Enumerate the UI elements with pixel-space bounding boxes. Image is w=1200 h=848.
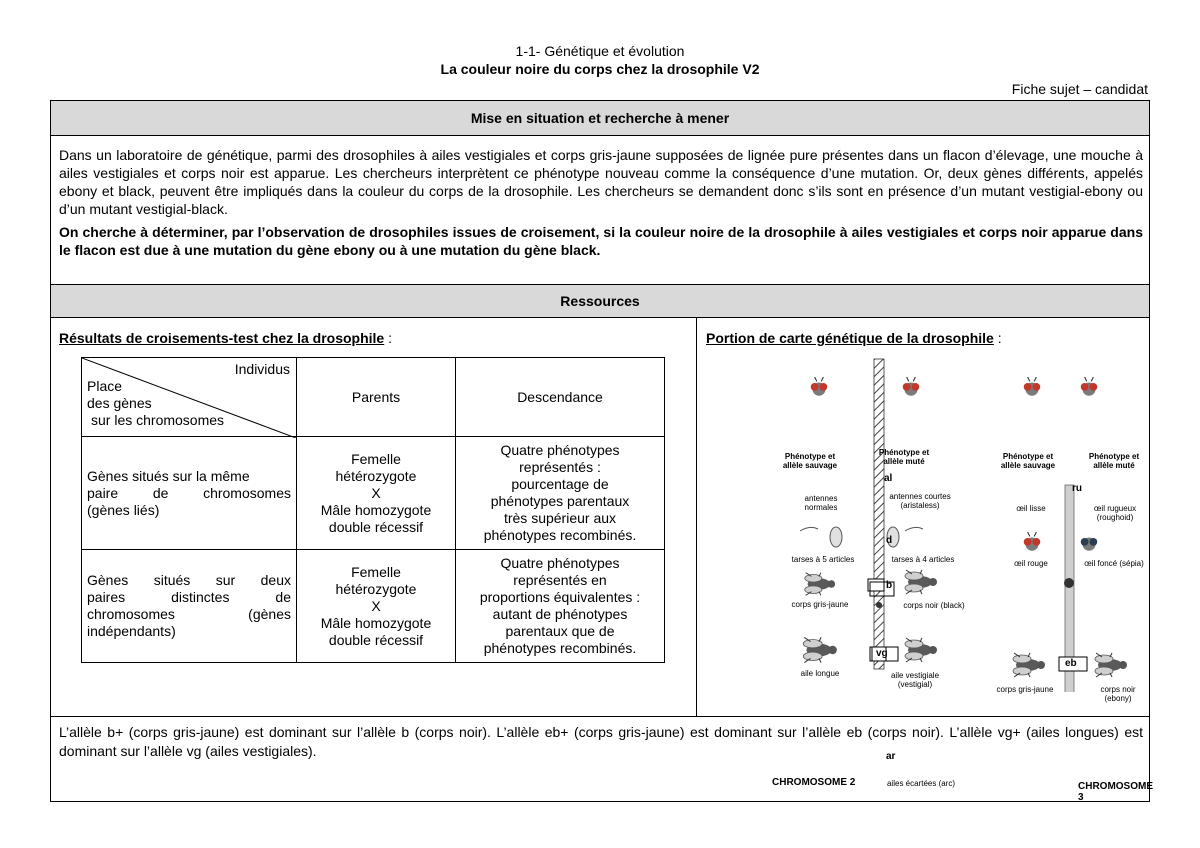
chromosome-3-label: CHROMOSOME 3 [1078, 781, 1153, 803]
fly-head-icon [1024, 377, 1041, 396]
genetic-map-colon: : [993, 330, 1002, 346]
genes-cell [82, 550, 297, 663]
fly-head-icon [903, 377, 920, 396]
table-row-independent [82, 550, 665, 663]
parents-cell [297, 550, 456, 663]
parents-line: X [371, 484, 381, 501]
locus-vg: vg [876, 648, 888, 659]
parents-line: Femelle [351, 563, 401, 580]
chromosome-2-label: CHROMOSOME 2 [772, 777, 856, 788]
header-place-genes [87, 378, 224, 429]
sheet-type: Fiche sujet – candidat [1011, 81, 1148, 97]
parents-cell [297, 437, 456, 550]
descendance-line: phénotypes parentaux [490, 493, 630, 509]
header-place-line: Place [87, 378, 123, 394]
cross-results-table [81, 357, 665, 663]
descendance-line: parentaux que de [505, 623, 615, 639]
diagonal-header-cell [82, 358, 297, 437]
genes-line: paire de chromosomes [87, 484, 291, 501]
genes-line: indépendants) [87, 623, 176, 639]
descendance-cell [456, 437, 665, 550]
table-header-row [82, 358, 665, 437]
subject-reference: 1-1- Génétique et évolution [515, 43, 685, 59]
descendance-line: représentés en [513, 572, 607, 588]
parents-line: hétérozygote [335, 580, 417, 597]
descendance-line: phénotypes recombinés. [483, 527, 637, 543]
genes-cell [82, 437, 297, 550]
subject-title: La couleur noire du corps chez la drosophile V2 [440, 61, 760, 77]
fly-head-dark-icon [1081, 538, 1098, 551]
parents-line: Mâle homozygote [320, 501, 432, 518]
resources-band: Ressources [51, 284, 1149, 318]
descendance-line: phénotypes recombinés. [483, 640, 637, 656]
fly-icon [1095, 653, 1127, 677]
header-place-line: sur les chromosomes [91, 412, 225, 428]
mutant-phenotype-label: corps noir (black) [903, 601, 965, 610]
wild-phenotype-label: corps gris-jaune [996, 685, 1054, 694]
map-header-wild: Phénotype et allèle sauvage [1000, 452, 1056, 470]
leg-icon [800, 527, 818, 531]
wild-phenotype-label: aile longue [800, 669, 840, 678]
fly-icon [803, 637, 837, 662]
chromosome-2-centromere [876, 602, 882, 608]
wild-phenotype-label: œil lisse [1016, 504, 1046, 513]
genetic-map-title-text: Portion de carte génétique de la drosophile [706, 330, 994, 346]
mutant-phenotype-label: œil rugueux (roughoid) [1093, 504, 1137, 522]
locus-d: d [886, 535, 893, 546]
mutant-phenotype-label: œil foncé (sépia) [1084, 559, 1144, 568]
fly-head-icon [811, 377, 828, 396]
locus-ru: ru [1072, 483, 1082, 494]
chromosome-2-bar [874, 359, 884, 669]
locus-al: al [884, 473, 893, 484]
genes-line: chromosomes (gènes [87, 606, 291, 622]
column-divider [696, 318, 697, 717]
map-header-wild: Phénotype et allèle sauvage [782, 452, 838, 470]
research-question: On cherche à déterminer, par l’observation de drosophiles issues de croisement, si la couleur noire de la drosophile à ailes vestigiales et corps noir apparue dans le flacon est due à une mutation du gène ebony ou à une mutation du gène black. [59, 224, 1143, 258]
mutant-phenotype-label: aile vestigiale (vestigial) [890, 671, 940, 689]
header-individus: Individus [234, 361, 290, 377]
descendance-line: pourcentage de [511, 476, 609, 492]
situation-section [59, 146, 1143, 264]
chromosome-3-centromere [1064, 578, 1074, 588]
parents-line: X [371, 597, 381, 614]
parents-line: double récessif [328, 518, 424, 535]
genes-line: (gènes liés) [87, 501, 160, 518]
descendance-line: Quatre phénotypes [500, 555, 620, 571]
header-descendance: Descendance [456, 358, 665, 437]
header-place-line: des gènes [87, 395, 152, 411]
descendance-line: très supérieur aux [503, 510, 617, 526]
descendance-cell [456, 550, 665, 663]
wild-phenotype-label: œil rouge [1014, 559, 1048, 568]
fly-icon [905, 638, 937, 662]
parents-line: double récessif [328, 631, 424, 648]
mutant-phenotype-label: ailes écartées (arc) [886, 779, 956, 788]
fly-head-icon [1024, 532, 1041, 551]
table-row-linked [82, 437, 665, 550]
descendance-line: proportions équivalentes : [479, 589, 641, 605]
descendance-line: Quatre phénotypes [500, 442, 620, 458]
mutant-phenotype-label: corps noir (ebony) [1100, 685, 1136, 703]
cross-results-title [59, 330, 392, 346]
fly-icon [805, 573, 835, 596]
descendance-line: autant de phénotypes [492, 606, 628, 622]
descendance-line: représentés : [519, 459, 601, 475]
footer-divider [51, 716, 1149, 717]
parents-line: hétérozygote [335, 467, 417, 484]
situation-band: Mise en situation et recherche à mener [51, 101, 1149, 136]
locus-eb: eb [1065, 658, 1077, 669]
fly-icon [1013, 653, 1045, 677]
cross-results-title-text: Résultats de croisements-test chez la drosophile [59, 330, 385, 346]
map-header-mut: Phénotype et allèle muté [878, 448, 930, 466]
mutant-phenotype-label: tarses à 4 articles [891, 555, 955, 564]
genes-line: paires distinctes de [87, 589, 291, 605]
worksheet-frame [50, 100, 1153, 803]
wild-phenotype-label: corps gris-jaune [791, 600, 849, 609]
wild-phenotype-label: tarses à 5 articles [791, 555, 855, 564]
genes-line: Gènes situés sur deux [87, 572, 291, 588]
leg-icon [905, 527, 923, 531]
leg-icon [830, 527, 842, 547]
header-parents: Parents [297, 358, 456, 437]
genes-line: Gènes situés sur la même [87, 467, 250, 484]
wild-phenotype-label: antennes normales [804, 494, 838, 512]
genetic-map-title [706, 330, 1002, 346]
genetic-map [708, 347, 1153, 803]
locus-ar: ar [886, 751, 896, 762]
map-header-mut: Phénotype et allèle muté [1088, 452, 1140, 470]
locus-b: b [886, 580, 893, 591]
fly-icon [905, 570, 937, 594]
fly-head-icon [1081, 377, 1098, 396]
mutant-phenotype-label: antennes courtes (aristaless) [889, 492, 951, 510]
dominance-note: L’allèle b+ (corps gris-jaune) est dominant sur l’allèle b (corps noir). L’allèle eb+ (corps gris-jaune) est dominant sur l’allèle eb (corps noir). L’allèle vg+ (ailes longues) est dominant sur l’allèle vg (ailes vestigiales). [59, 724, 1143, 759]
parents-line: Femelle [351, 450, 401, 467]
situation-paragraph: Dans un laboratoire de génétique, parmi des drosophiles à ailes vestigiales et corps gris-jaune supposées de lignée pure présentes dans un flacon d’élevage, une mouche à ailes vestigiales et corps noir est apparue. Les chercheurs interprètent ce phénotype nouveau comme la conséquence d’une mutation. Or, deux gènes différents, appelés ebony et black, peuvent être impliqués dans la couleur du corps de la drosophile. Les chercheurs se demandent donc s’ils sont en présence d’un mutant vestigial-ebony ou d’un mutant vestigial-black. [59, 147, 1143, 217]
cross-results-colon: : [384, 330, 392, 346]
parents-line: Mâle homozygote [320, 614, 432, 631]
